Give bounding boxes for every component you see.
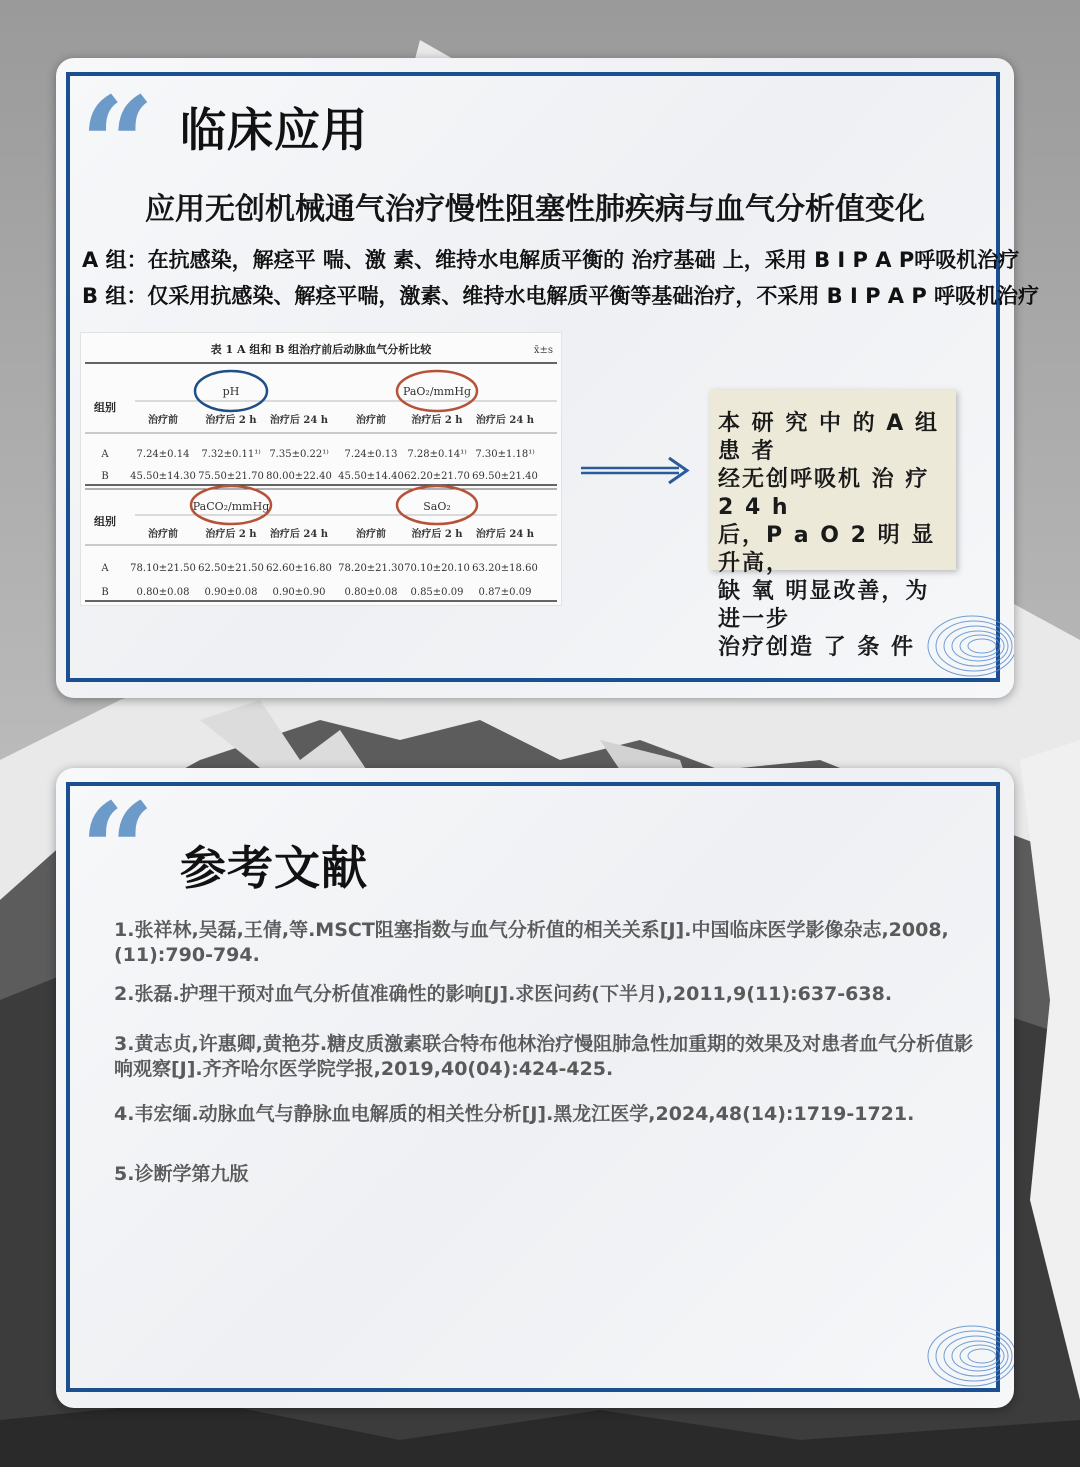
reference-item: 2.张磊.护理干预对血气分析值准确性的影响[J].求医问药(下半月),2011,9(11):637-638.	[114, 983, 893, 1005]
quote-mark-icon: “	[80, 774, 155, 927]
table-cell: 7.32±0.11¹⁾	[201, 449, 261, 460]
reference-item: 1.张祥林,吴磊,王倩,等.MSCT阻塞指数与血气分析值的相关关系[J].中国临床医学影像杂志,2008,(11):790-794.	[114, 919, 949, 966]
note-line: 经无创呼吸机 治 疗2 4 h	[718, 467, 930, 520]
table-time-header: 治疗后 2 h	[411, 415, 463, 426]
table-time-header: 治疗后 2 h	[411, 529, 463, 540]
param-ph: pH	[222, 385, 240, 398]
table-caption: 表 1 A 组和 B 组治疗前后动脉血气分析比较	[210, 343, 432, 356]
clinical-application-card	[56, 58, 1040, 698]
table-time-header: 治疗后 2 h	[205, 415, 257, 426]
table-cell: 70.10±20.10	[404, 563, 470, 574]
table-cell: 45.50±14.30	[130, 471, 196, 482]
table-cell: 80.00±22.40	[266, 471, 332, 482]
table-time-header: 治疗后 2 h	[205, 529, 257, 540]
reference-item: 3.黄志贞,许惠卿,黄艳芬.糖皮质激素联合特布他林治疗慢阻肺急性加重期的效果及对患者血气分析值影响观察[J].齐齐哈尔医学院学报,2019,40(04):424-425.	[114, 1033, 974, 1080]
table-cell: 7.24±0.14	[136, 449, 190, 460]
table-cell: 78.20±21.30	[338, 563, 404, 574]
table-group-label: A	[101, 449, 109, 460]
table-cell: 69.50±21.40	[472, 471, 538, 482]
table-cell: 63.20±18.60	[472, 563, 538, 574]
table-time-header: 治疗后 24 h	[269, 529, 329, 540]
reference-item: 4.韦宏缅.动脉血气与静脉血电解质的相关性分析[J].黑龙江医学,2024,48(14):1719-1721.	[114, 1103, 915, 1125]
table-cell: 75.50±21.70	[198, 471, 264, 482]
blood-gas-table	[80, 332, 562, 606]
note-line: 治疗创造 了 条 件	[718, 635, 915, 660]
table-cell: 0.90±0.08	[204, 587, 258, 598]
table-cell: 0.90±0.90	[272, 587, 326, 598]
table-cell: 0.87±0.09	[478, 587, 532, 598]
table-group-label: B	[101, 471, 109, 482]
table-cell: 62.20±21.70	[404, 471, 470, 482]
table-cell: 7.24±0.13	[344, 449, 398, 460]
right-arrow-icon	[579, 456, 695, 486]
note-line: 本 研 究 中 的 A 组 患 者	[718, 411, 939, 464]
table-cell: 0.80±0.08	[344, 587, 398, 598]
table-cell: 62.50±21.50	[198, 563, 264, 574]
table-time-header: 治疗前	[356, 529, 386, 540]
section-subtitle: 应用无创机械通气治疗慢性阻塞性肺疾病与血气分析值变化	[145, 192, 925, 227]
reference-item: 5.诊断学第九版	[114, 1163, 249, 1185]
references-card	[56, 768, 1014, 1408]
conclusion-note	[710, 390, 956, 660]
note-line: 后，P a O 2 明 显升高，	[718, 523, 936, 576]
table-cell: 0.80±0.08	[136, 587, 190, 598]
section-heading: 参考文献	[180, 841, 368, 895]
section-heading: 临床应用	[180, 103, 368, 157]
table-time-header: 治疗前	[356, 415, 386, 426]
table-unit-mark: x̄±s	[533, 345, 553, 356]
row-header-bottom: 组别	[94, 515, 116, 528]
table-cell: 7.28±0.14¹⁾	[407, 449, 467, 460]
row-header-top: 组别	[94, 401, 116, 414]
swirl-decoration-icon	[922, 1316, 1014, 1396]
param-pao2: PaO₂/mmHg	[402, 385, 472, 398]
table-cell: 62.60±16.80	[266, 563, 332, 574]
table-group-label: A	[101, 563, 109, 574]
group-b-description: B 组：仅采用抗感染、解痉平喘，激素、维持水电解质平衡等基础治疗，不采用 B I P A P 呼吸机治疗	[82, 284, 1040, 308]
table-cell: 7.35±0.22¹⁾	[269, 449, 329, 460]
table-time-header: 治疗后 24 h	[475, 529, 535, 540]
table-cell: 0.85±0.09	[410, 587, 464, 598]
table-time-header: 治疗前	[148, 529, 178, 540]
table-cell: 78.10±21.50	[130, 563, 196, 574]
table-cell: 45.50±14.40	[338, 471, 404, 482]
table-time-header: 治疗后 24 h	[475, 415, 535, 426]
param-sao2: SaO₂	[423, 500, 451, 513]
table-time-header: 治疗后 24 h	[269, 415, 329, 426]
param-paco2: PaCO₂/mmHg	[192, 500, 270, 513]
group-a-description: A 组：在抗感染，解痉平 喘、激 素、维持水电解质平衡的 治疗基础 上，采用 B I P A P呼吸机治疗	[82, 248, 1020, 272]
swirl-decoration-icon	[922, 606, 1014, 686]
quote-mark-icon: “	[80, 68, 155, 221]
table-group-label: B	[101, 587, 109, 598]
table-time-header: 治疗前	[148, 415, 178, 426]
table-cell: 7.30±1.18¹⁾	[475, 449, 535, 460]
note-line: 缺 氧 明显改善，为进一步	[718, 579, 930, 632]
